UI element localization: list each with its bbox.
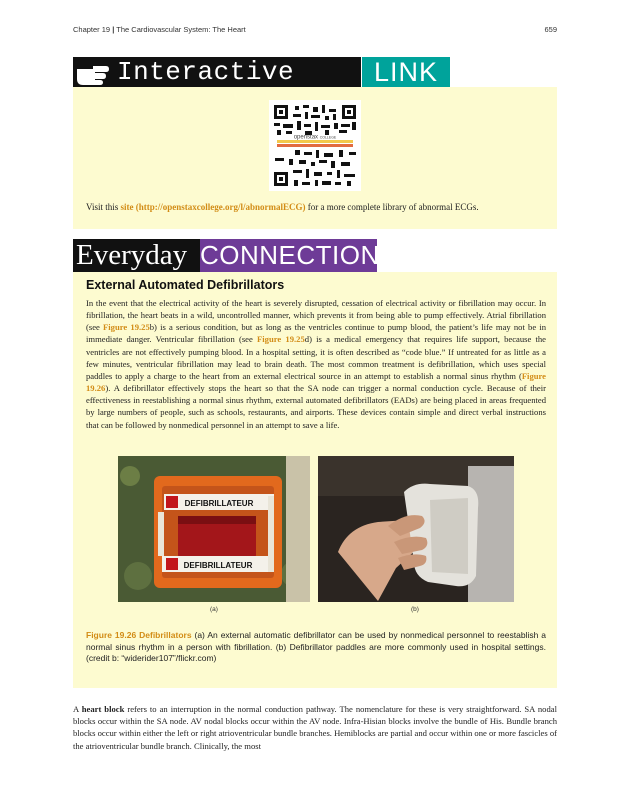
figure-ref-link[interactable]: Figure 19.25 — [103, 322, 150, 333]
figure-ref-link[interactable]: Figure 19.25 — [257, 334, 305, 345]
everyday-connection-box — [73, 272, 557, 688]
section-body: In the event that the electrical activity of the heart is severely disrupted, cessation of electrical activity or fibrillation may occur. In fibrillation, the heart beats in a wild, uncontrolled manner, which prevents it from being able to pump effectively. Atrial fibrillation (see Figure 19.25b) is a serious condition, but as long as the ventricles continue to pump blood, the patient’s life may not be in immediate danger. Ventricular fibrillation (see Figure 19.25d) is a medical emergency that requires life support, because the ventricles are not effectively pumping blood. In a hospital setting, it is often described as “code blue.” If untreated for as little as a few minutes, ventricular fibrillation may lead to brain death. The most common treatment is defibrillation, which uses special paddles to apply a charge to the heart from an external electrical source in an attempt to establish a normal sinus rhythm (Figure 19.26). A defibrillator effectively stops the heart so that the SA node can trigger a normal conduction cycle. Because of their effectiveness in reestablishing a normal sinus rhythm, external automated defibrillators (EADs) are being placed in areas frequented by large numbers of people, such as schools, restaurants, and airports. These devices contain simple and direct verbal instructions that can be followed by nonmedical personnel in an attempt to save a life. — [86, 298, 547, 430]
header-chapter: Chapter 19 | The Cardiovascular System: The Heart — [73, 25, 246, 34]
interactive-label: Interactive — [111, 57, 361, 87]
figure-label: Figure 19.26 Defibrillators — [86, 630, 192, 640]
everyday-label: Everyday — [73, 239, 200, 272]
page-number: 659 — [544, 25, 557, 34]
section-title: External Automated Defibrillators — [86, 278, 285, 292]
qr-brand: openstax — [293, 134, 319, 141]
interactive-link-banner — [73, 57, 439, 87]
link-label: LINK — [362, 57, 450, 87]
cabinet-sign-bottom: DEFIBRILLATEUR — [183, 561, 253, 570]
photo-a-label: (a) — [210, 606, 218, 613]
running-header — [73, 25, 557, 37]
connection-label: CONNECTION — [200, 240, 380, 270]
figure-ref-link[interactable]: Figure 19.26 — [86, 370, 546, 394]
everyday-connection-banner — [73, 239, 380, 272]
figure-caption: Figure 19.26 Defibrillators (a) An external automatic defibrillator can be used by nonmedical personnel to reestablish a normal sinus rhythm in a person with fibrillation. (b) Defibrillator paddles are more commonly used in hospital settings. (credit b: “widerider107”/flickr.com) — [86, 630, 546, 663]
pointing-hand-icon — [73, 57, 111, 87]
defibrillator-cabinet-photo — [118, 456, 310, 602]
qr-code[interactable] — [269, 100, 361, 191]
interactive-link-box — [73, 87, 557, 229]
abnormal-ecg-link[interactable]: site (http://openstaxcollege.org/l/abnormalECG) — [120, 202, 306, 212]
photo-b-label: (b) — [411, 606, 419, 613]
defibrillator-paddles-photo — [318, 456, 514, 602]
cabinet-sign-top: DEFIBRILLATEUR — [184, 499, 254, 508]
svg-text:openstax COLLEGE — [294, 135, 337, 141]
qr-brand-sub: COLLEGE — [319, 135, 337, 140]
interactive-link-text: Visit this site (http://openstaxcollege.org/l/abnormalECG) for a more complete library of abnormal ECGs. — [86, 202, 479, 212]
body-paragraph: A heart block refers to an interruption in the normal conduction pathway. The nomenclature for these is very straightforward. SA nodal blocks occur within the SA node. AV nodal blocks occur within the AV node. Infra-Hisian blocks involve the bundle of His. Bundle branch blocks occur within either the left or right atrioventricular bundle branches. Hemiblocks are partial and occur within one or more fascicles of the atrioventricular bundle branch. Clinically, the most — [73, 704, 557, 751]
key-term: heart block — [81, 704, 125, 714]
